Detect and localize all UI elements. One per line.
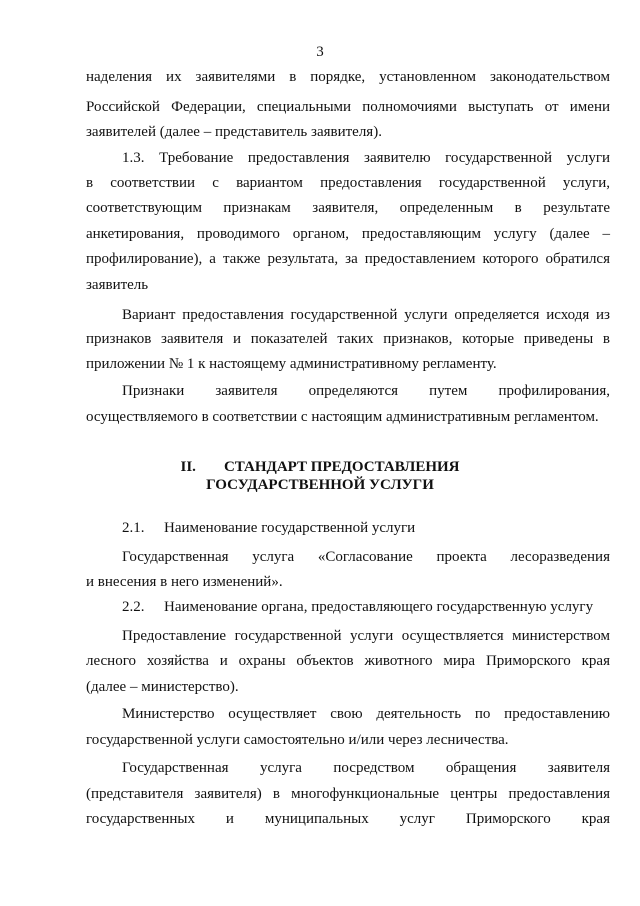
paragraph-line: наделения их заявителями в порядке, установленном законодательством [86,69,610,85]
section-title-line1: СТАНДАРТ ПРЕДОСТАВЛЕНИЯ [223,459,460,475]
paragraph-line: признаков заявителя и показателей таких признаков, которые приведены в [86,331,610,347]
paragraph-line: (далее – министерство). [86,679,239,695]
subsection-heading [122,598,610,616]
paragraph-line: Государственная услуга посредством обращения заявителя [122,760,610,776]
paragraph-line: профилирование), а также результата, за предоставлением которого обратился [86,251,610,267]
paragraph-line: Российской Федерации, специальными полномочиями выступать от имени [86,99,610,115]
paragraph-line: Признаки заявителя определяются путем профилирования, [122,383,610,399]
paragraph-line: в соответствии с вариантом предоставления государственной услуги, [86,175,610,191]
subsection-number: 2.2. [122,599,145,615]
paragraph-line: заявителей (далее – представитель заявителя). [86,124,382,140]
paragraph-line: Министерство осуществляет свою деятельность по предоставлению [122,706,610,722]
paragraph-line: Предоставление государственной услуги осуществляется министерством [122,628,610,644]
paragraph-line: (представителя заявителя) в многофункциональные центры предоставления [86,786,610,802]
paragraph-line: соответствующим признакам заявителя, определенным в результате [86,200,610,216]
paragraph-line: анкетирования, проводимого органом, предоставляющим услугу (далее – [86,226,610,242]
paragraph-line: Государственная услуга «Согласование проекта лесоразведения [122,549,610,565]
paragraph-line: Вариант предоставления государственной услуги определяется исходя из [122,307,610,323]
paragraph-line: государственной услуги самостоятельно и/или через лесничества. [86,732,509,748]
section-title-line2: ГОСУДАРСТВЕННОЙ УСЛУГИ [206,477,434,493]
paragraph-line: приложении № 1 к настоящему административному регламенту. [86,356,497,372]
section-heading [0,458,640,476]
paragraph-line: осуществляемого в соответствии с настоящим административным регламентом. [86,409,599,425]
page-number: 3 [316,44,324,60]
paragraph-line: 1.3. Требование предоставления заявителю государственной услуги [122,150,610,166]
subsection-number: 2.1. [122,520,145,536]
section-number: II. [180,459,196,475]
subsection-title: Наименование органа, предоставляющего государственную услугу [164,599,594,615]
paragraph-line: заявитель [86,277,149,293]
subsection-heading [122,519,610,537]
paragraph-line: лесного хозяйства и охраны объектов животного мира Приморского края [86,653,610,669]
paragraph-line: государственных и муниципальных услуг Приморского края [86,811,610,827]
subsection-title: Наименование государственной услуги [164,520,416,536]
paragraph-line: и внесения в него изменений». [86,574,283,590]
